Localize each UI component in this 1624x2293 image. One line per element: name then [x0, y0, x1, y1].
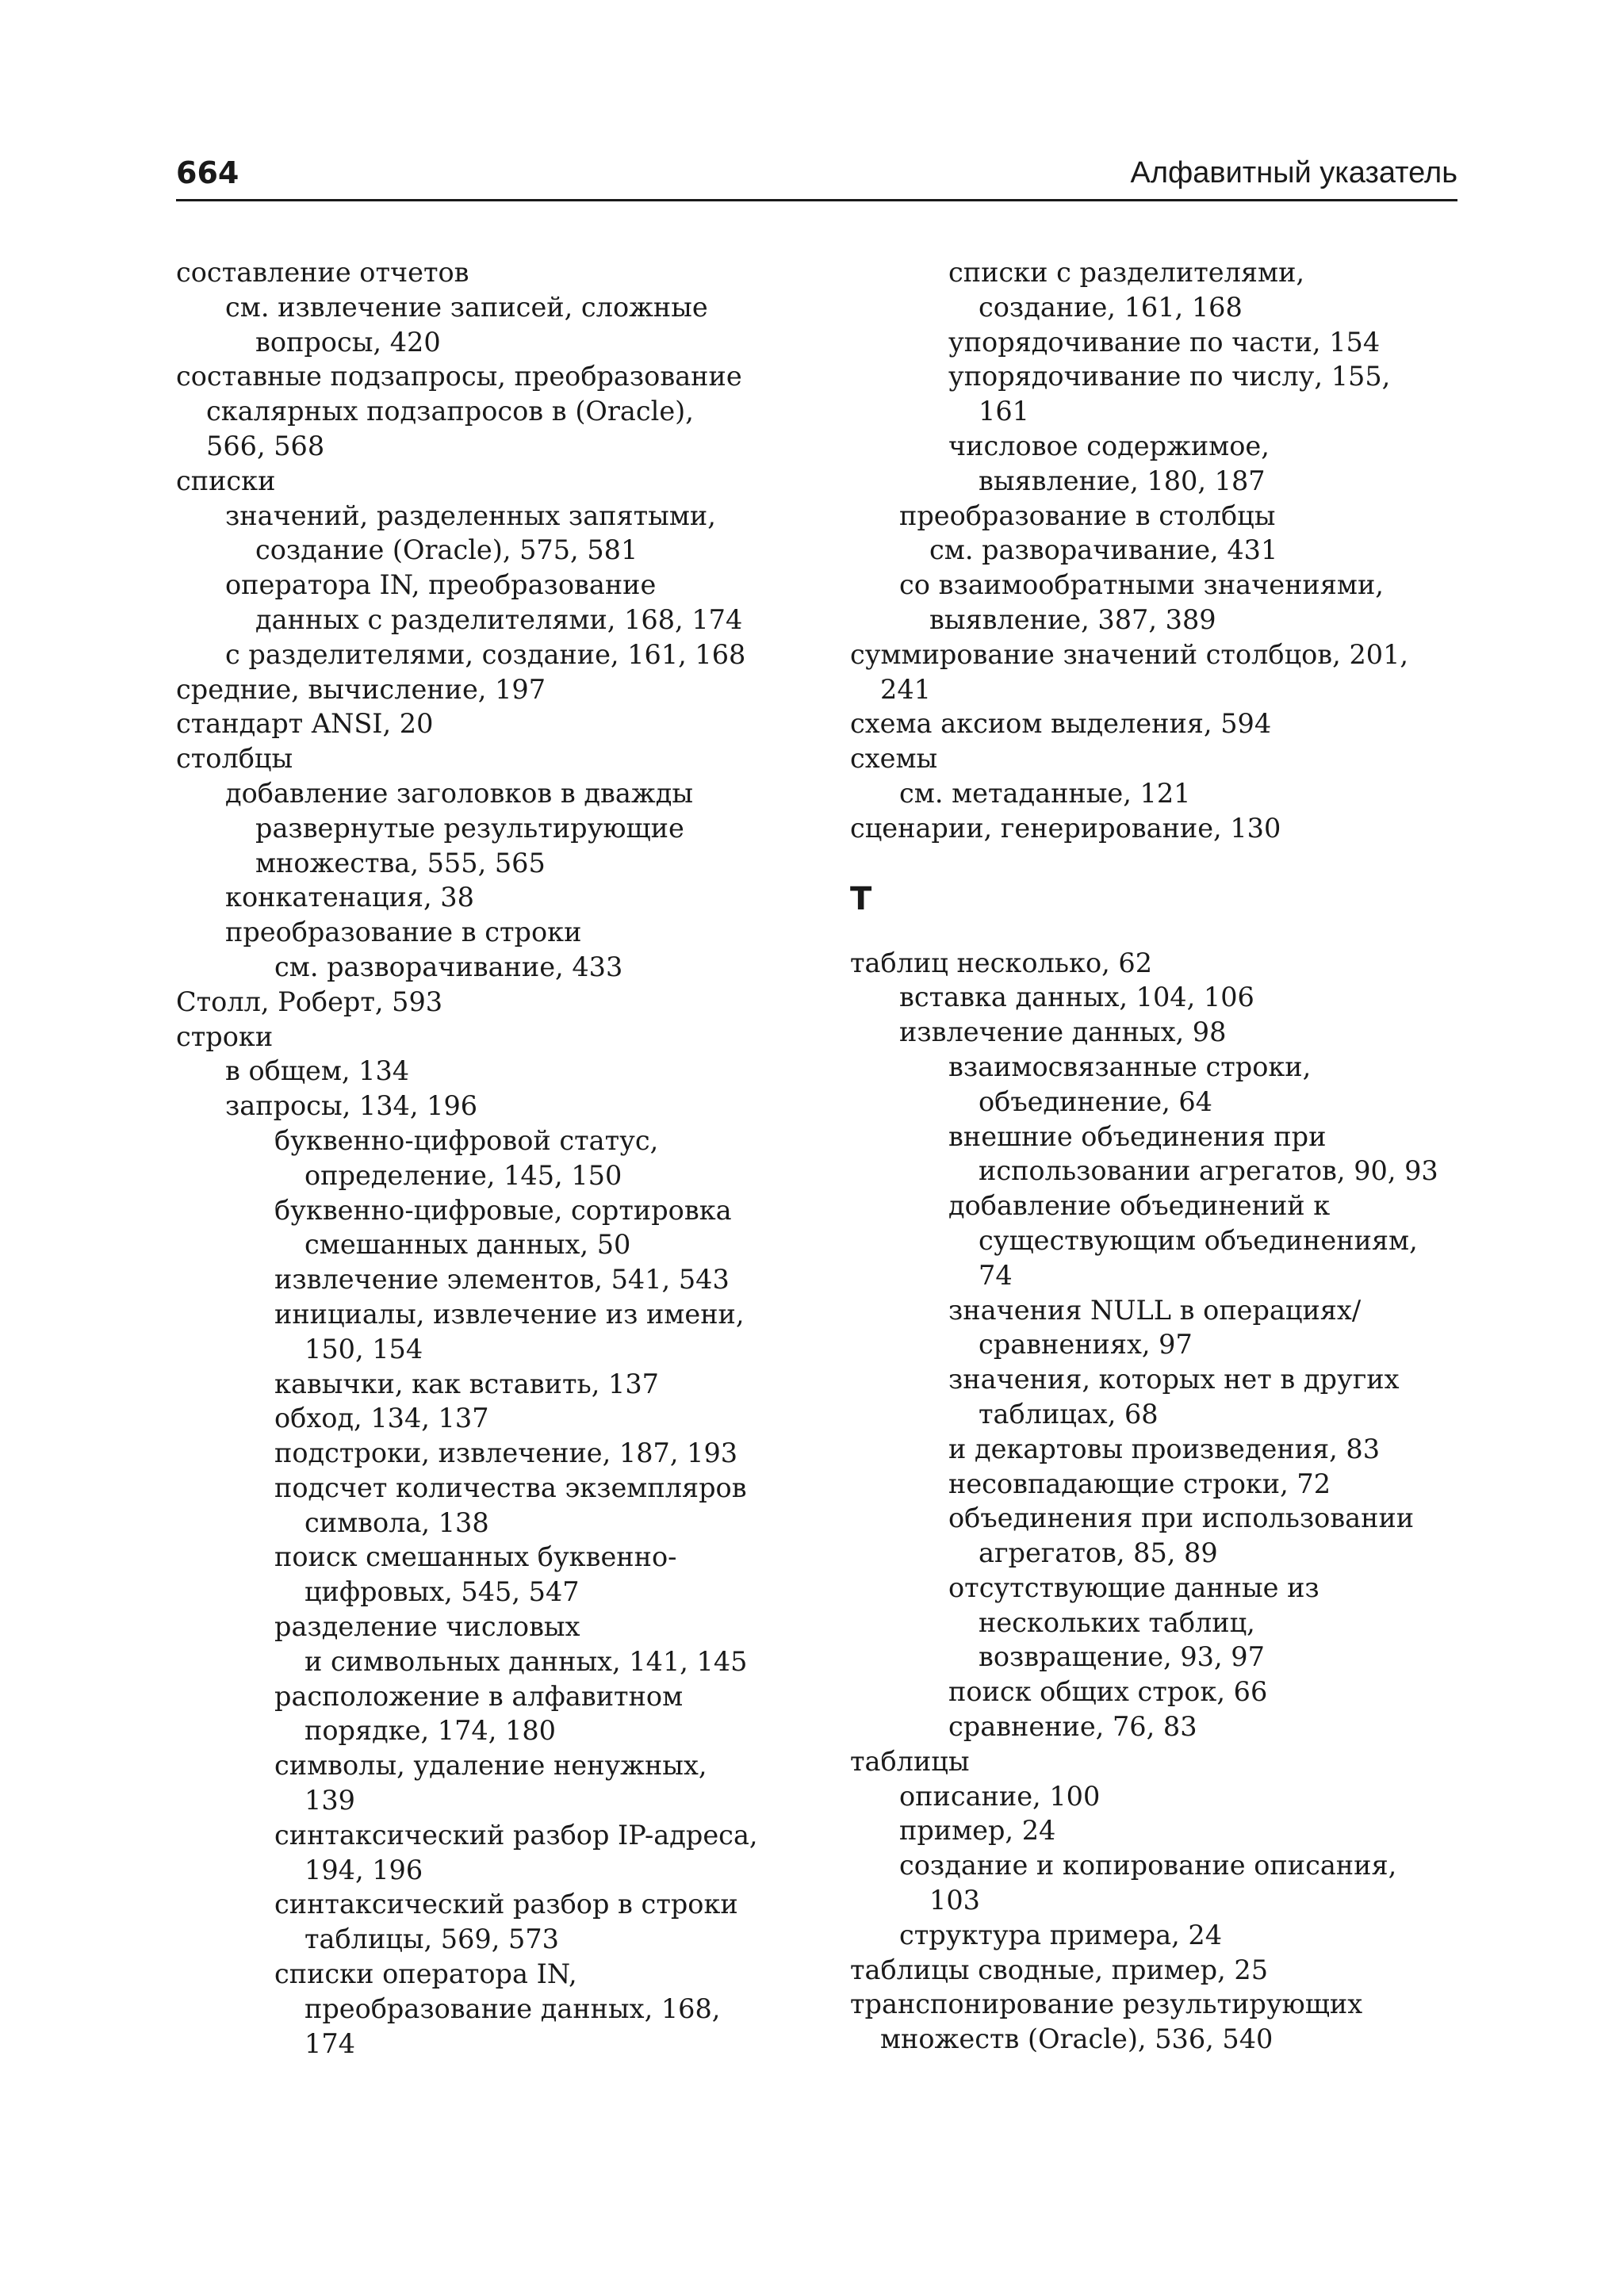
index-entry: списки: [176, 465, 276, 496]
index-entry: таблиц несколько, 62: [850, 947, 1153, 978]
index-entry: расположение в алфавитном: [274, 1680, 684, 1712]
index-group-bottom: [850, 946, 1469, 2058]
index-entry: буквенно-цифровые, сортировка: [274, 1194, 732, 1226]
index-column-right: [850, 255, 1469, 2057]
index-entry: подсчет количества экземпляров: [274, 1472, 747, 1503]
index-entry: стандарт ANSI, 20: [176, 708, 434, 740]
index-entry: описание, 100: [899, 1780, 1101, 1812]
index-entry: определение, 145, 150: [304, 1159, 622, 1191]
index-column-left: [176, 255, 826, 2061]
index-entry: развернутые результирующие: [255, 812, 684, 844]
index-entry: средние, вычисление, 197: [176, 673, 546, 705]
index-entry: несовпадающие строки, 72: [948, 1468, 1331, 1499]
index-entry: Столл, Роберт, 593: [176, 986, 443, 1017]
index-entry: символа, 138: [304, 1506, 489, 1538]
index-entry: нескольких таблиц,: [979, 1606, 1255, 1638]
index-entry: 103: [929, 1885, 980, 1916]
index-entry: синтаксический разбор IP-адреса,: [274, 1819, 758, 1851]
index-entry: 150, 154: [304, 1333, 423, 1365]
index-entry: преобразование в столбцы: [899, 500, 1276, 531]
index-entry: преобразование данных, 168,: [304, 1992, 721, 2024]
index-entry: 194, 196: [304, 1854, 423, 1885]
index-entry: схема аксиом выделения, 594: [850, 708, 1272, 740]
index-entry: 74: [979, 1259, 1013, 1291]
index-entry: объединение, 64: [979, 1085, 1212, 1117]
index-entry: 174: [304, 2027, 355, 2059]
index-entry: создание и копирование описания,: [899, 1850, 1397, 1881]
index-entry: составление отчетов: [176, 257, 469, 288]
index-entry: преобразование в строки: [225, 917, 582, 948]
index-entry: оператора IN, преобразование: [225, 569, 657, 601]
index-entry: числовое содержимое,: [948, 430, 1270, 461]
index-entry: см. разворачивание, 433: [274, 951, 623, 982]
index-entry: 139: [304, 1785, 355, 1816]
index-entry: извлечение данных, 98: [899, 1016, 1227, 1048]
index-entry: сравнение, 76, 83: [948, 1711, 1197, 1743]
index-entry: порядке, 174, 180: [304, 1715, 556, 1747]
index-entry: см. извлечение записей, сложные: [225, 291, 708, 323]
index-entry: запросы, 134, 196: [225, 1090, 478, 1122]
index-entry: см. метаданные, 121: [899, 777, 1191, 809]
index-entry: создание (Oracle), 575, 581: [255, 534, 638, 566]
index-entry: поиск общих строк, 66: [948, 1676, 1268, 1708]
page-number: 664: [176, 155, 239, 190]
index-entry: вопросы, 420: [255, 326, 441, 358]
index-entry: суммирование значений столбцов, 201,: [850, 638, 1409, 670]
index-entry: цифровых, 545, 547: [304, 1576, 580, 1608]
index-entry: добавление заголовков в дважды: [225, 777, 693, 809]
index-entry: выявление, 387, 389: [929, 603, 1216, 635]
index-entry: взаимосвязанные строки,: [948, 1051, 1312, 1082]
page-header: [176, 149, 1457, 197]
index-entry: значения, которых нет в других: [948, 1364, 1400, 1395]
index-group-top: [850, 255, 1469, 846]
index-entry: транспонирование результирующих: [850, 1989, 1363, 2020]
index-entry: возвращение, 93, 97: [979, 1641, 1265, 1673]
index-entry: таблицы: [850, 1745, 970, 1777]
index-entry: списки с разделителями,: [948, 257, 1305, 288]
index-entry: столбцы: [176, 743, 293, 775]
index-entry: инициалы, извлечение из имени,: [274, 1298, 745, 1330]
index-entry: символы, удаление ненужных,: [274, 1750, 707, 1782]
index-entry: упорядочивание по числу, 155,: [948, 361, 1391, 392]
index-entry: сравнениях, 97: [979, 1329, 1193, 1361]
index-entry: агрегатов, 85, 89: [979, 1537, 1218, 1569]
index-entry: таблицы сводные, пример, 25: [850, 1954, 1269, 1985]
index-entry: множества, 555, 565: [255, 847, 546, 879]
index-entry: вставка данных, 104, 106: [899, 982, 1254, 1013]
index-entry: синтаксический разбор в строки: [274, 1889, 738, 1920]
index-entry: с разделителями, создание, 161, 168: [225, 638, 746, 670]
index-entry: данных с разделителями, 168, 174: [255, 603, 743, 635]
index-entry: значения NULL в операциях/: [948, 1294, 1362, 1326]
index-entry: и декартовы произведения, 83: [948, 1433, 1381, 1464]
index-entry: создание, 161, 168: [979, 291, 1243, 323]
index-entry: 241: [880, 673, 931, 705]
index-entry: пример, 24: [899, 1815, 1056, 1847]
section-letter: Т: [850, 880, 872, 917]
index-entry: структура примера, 24: [899, 1919, 1223, 1950]
index-entry: со взаимообратными значениями,: [899, 569, 1384, 601]
index-entry: отсутствующие данные из: [948, 1571, 1320, 1603]
index-entry: извлечение элементов, 541, 543: [274, 1264, 730, 1296]
index-entry: значений, разделенных запятыми,: [225, 500, 716, 531]
index-entry: добавление объединений к: [948, 1190, 1331, 1222]
index-entry: разделение числовых: [274, 1611, 580, 1643]
index-entry: множеств (Oracle), 536, 540: [880, 2023, 1274, 2055]
index-entry: обход, 134, 137: [274, 1403, 489, 1434]
index-entry: 161: [979, 396, 1029, 427]
index-entry: списки оператора IN,: [274, 1958, 577, 1990]
index-entry: сценарии, генерирование, 130: [850, 812, 1281, 844]
index-entry: 566, 568: [206, 430, 325, 461]
index-entry: строки: [176, 1020, 274, 1052]
index-entry: упорядочивание по части, 154: [948, 326, 1381, 358]
index-entry: буквенно-цифровой статус,: [274, 1124, 659, 1156]
index-entry: см. разворачивание, 431: [929, 534, 1278, 566]
header-rule: [176, 199, 1457, 201]
index-entry: таблицах, 68: [979, 1398, 1159, 1430]
index-entry: скалярных подзапросов в (Oracle),: [206, 396, 694, 427]
index-entry: смешанных данных, 50: [304, 1229, 631, 1261]
index-entry: схемы: [850, 743, 938, 775]
index-entry: и символьных данных, 141, 145: [304, 1645, 748, 1677]
index-entry: конкатенация, 38: [225, 882, 474, 913]
index-entry: существующим объединениям,: [979, 1224, 1418, 1256]
index-entry: кавычки, как вставить, 137: [274, 1368, 659, 1399]
index-entry: использовании агрегатов, 90, 93: [979, 1155, 1438, 1187]
index-entry: поиск смешанных буквенно-: [274, 1541, 677, 1573]
index-entry: внешние объединения при: [948, 1120, 1327, 1152]
index-entry: выявление, 180, 187: [979, 465, 1266, 496]
index-entry: таблицы, 569, 573: [304, 1924, 559, 1955]
index-entry: в общем, 134: [225, 1055, 410, 1087]
running-title: Алфавитный указатель: [1130, 156, 1457, 189]
index-entry: подстроки, извлечение, 187, 193: [274, 1437, 738, 1469]
index-entry: объединения при использовании: [948, 1503, 1415, 1534]
index-entry: составные подзапросы, преобразование: [176, 361, 742, 392]
